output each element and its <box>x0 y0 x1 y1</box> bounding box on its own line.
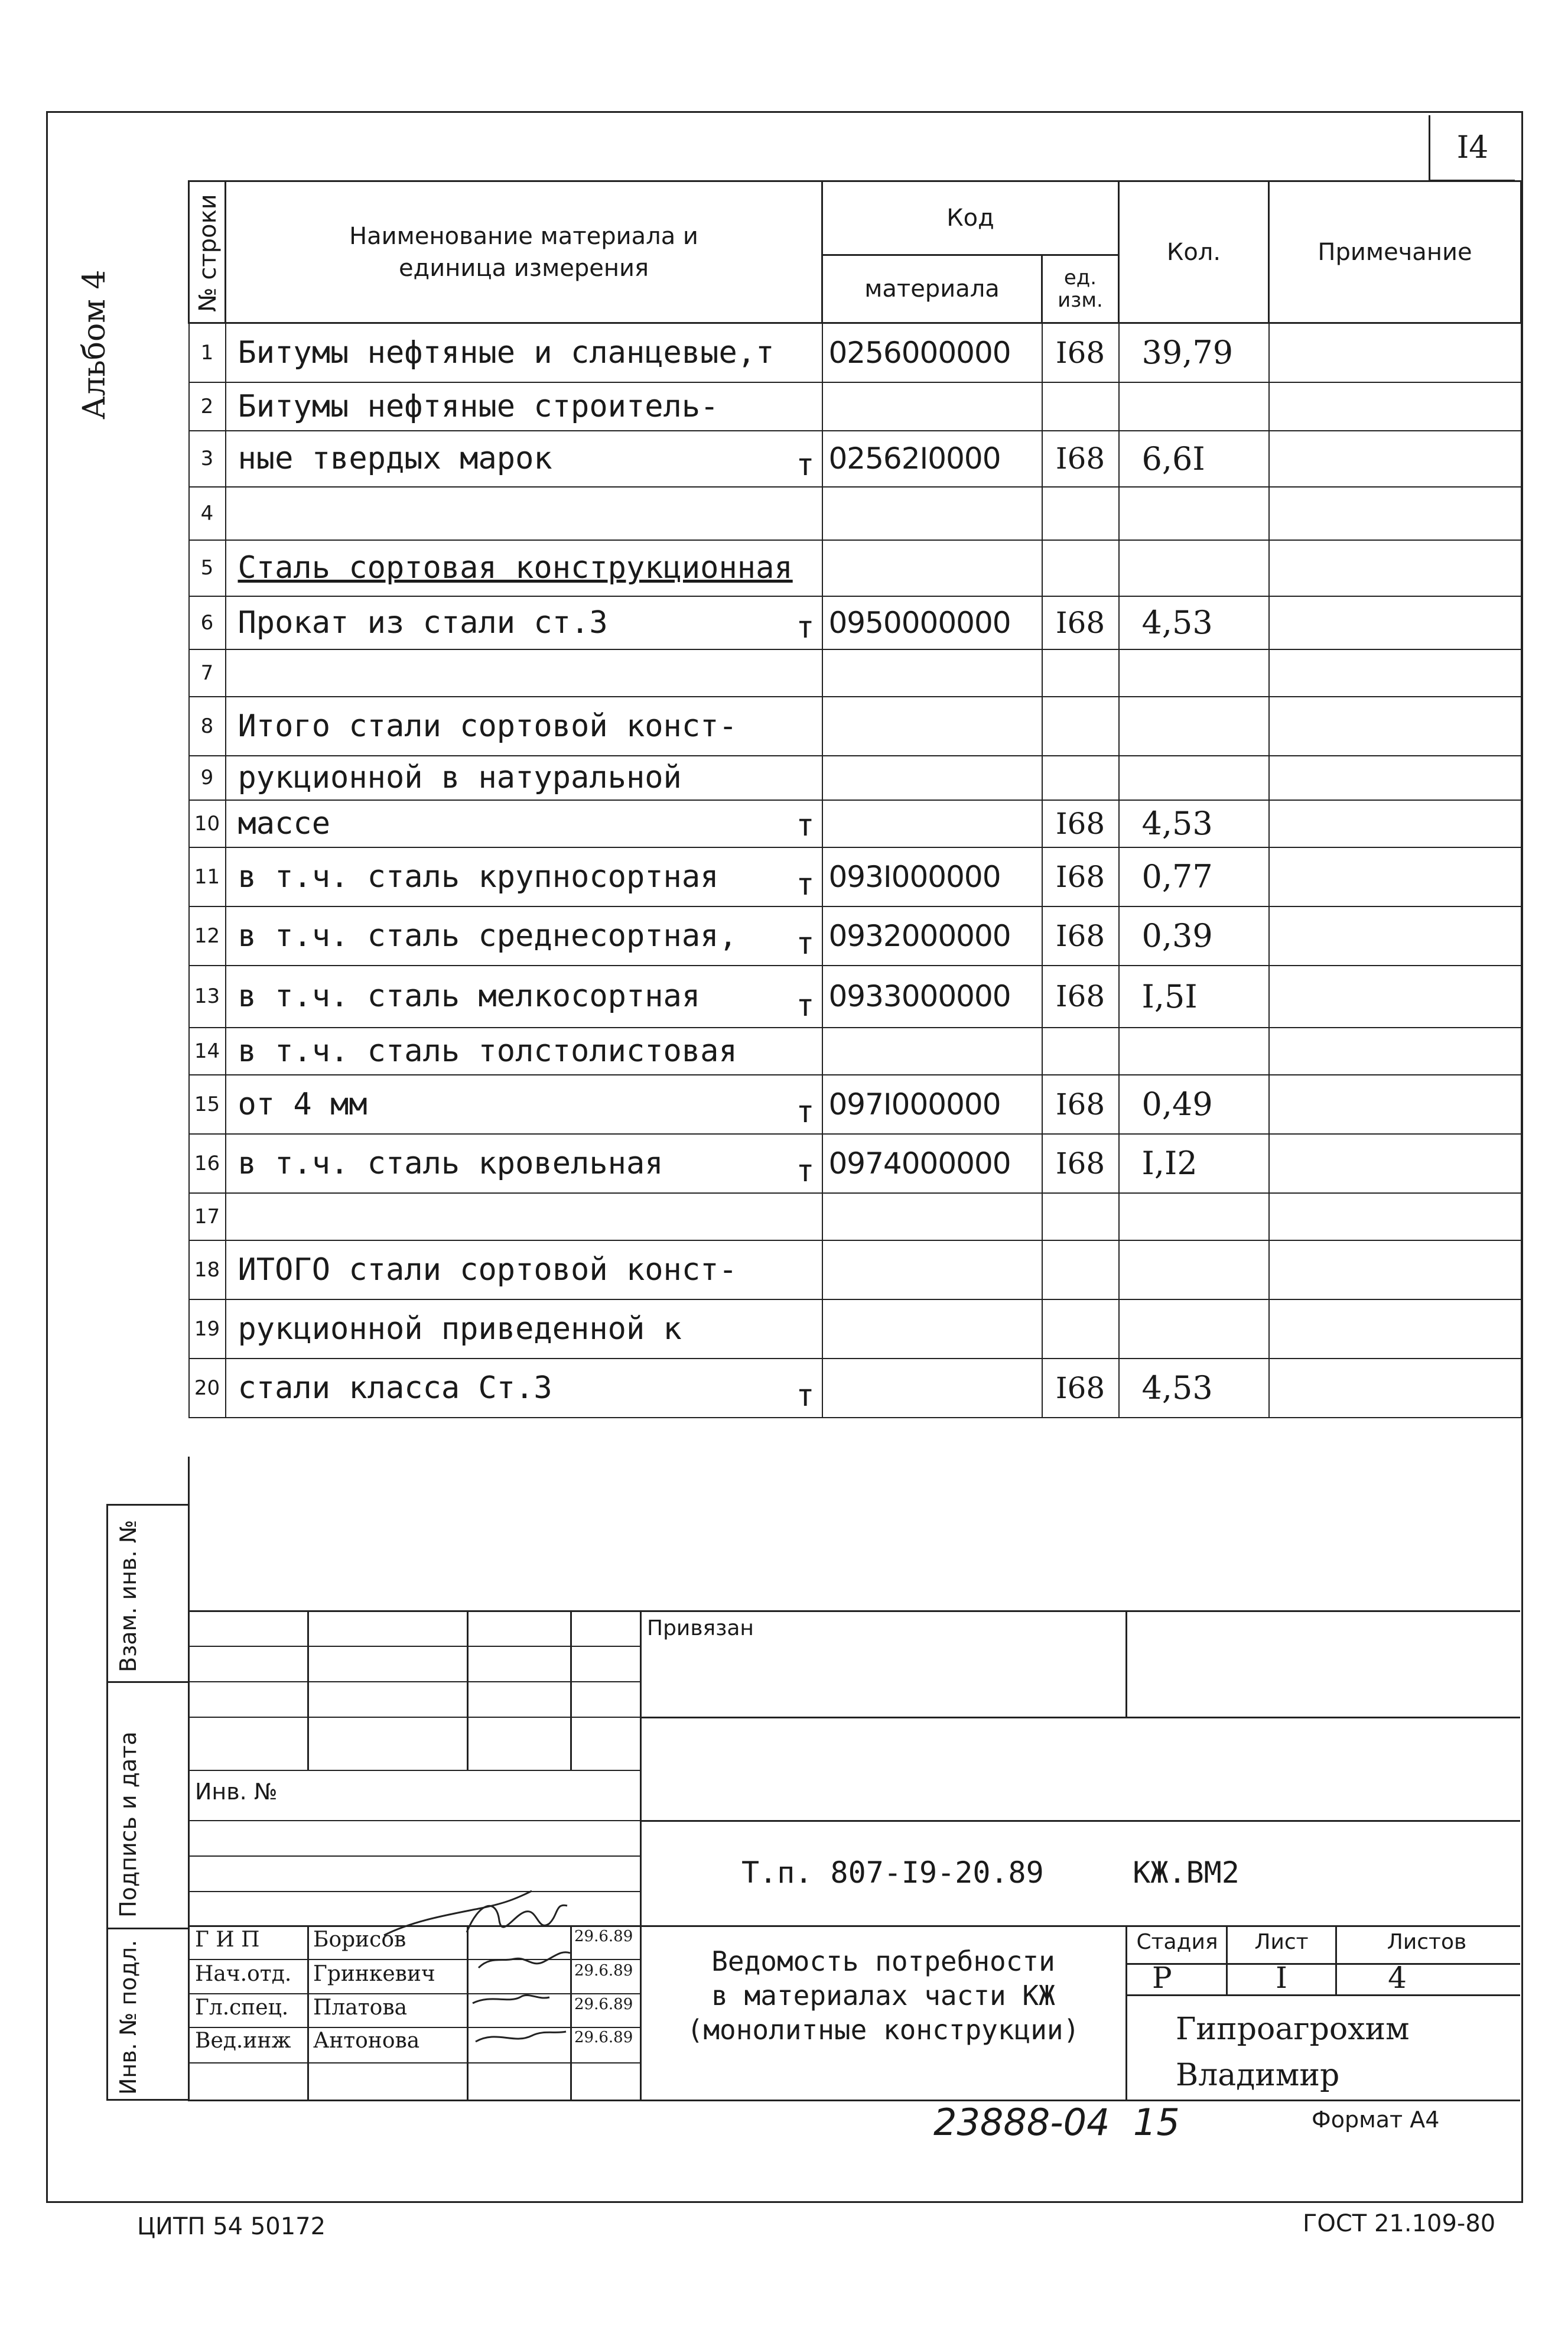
material-unit: т <box>796 866 815 902</box>
sheet-value: I <box>1276 1961 1287 1995</box>
title-line3: (монолитные конструкции) <box>687 2014 1080 2046</box>
album-label: Альбом 4 <box>77 269 112 420</box>
material-unit: т <box>796 1094 815 1130</box>
material-unit: т <box>796 807 815 843</box>
signer-name: Платова <box>313 1996 408 2020</box>
organization <box>1176 2006 1410 2098</box>
material-code <box>822 1193 1042 1240</box>
unit-code <box>1042 540 1119 596</box>
quantity <box>1119 540 1269 596</box>
material-name-text: рукционной приведенной к <box>238 1311 682 1347</box>
material-name-text: массе <box>238 805 331 841</box>
header-code: Код <box>822 181 1119 255</box>
row-number: 6 <box>189 596 226 649</box>
row-number: 17 <box>189 1193 226 1240</box>
stage-value: Р <box>1152 1961 1172 1995</box>
material-name-text: в т.ч. сталь среднесортная, <box>238 918 737 954</box>
material-name <box>226 1299 822 1359</box>
signer-role: Г И П <box>195 1928 260 1952</box>
quantity: 4,53 <box>1119 596 1269 649</box>
header-note: Примечание <box>1269 181 1521 323</box>
material-name <box>226 1075 822 1134</box>
material-name <box>226 1193 822 1240</box>
grid-vline-b1 <box>467 1610 469 1770</box>
table-row <box>189 756 1521 800</box>
material-name-text: Битумы нефтяные и сланцевые,т <box>238 334 775 371</box>
material-code <box>822 649 1042 697</box>
note <box>1269 1299 1521 1359</box>
row-number: 20 <box>189 1359 226 1418</box>
material-name <box>226 487 822 540</box>
row-number: 8 <box>189 697 226 756</box>
material-name <box>226 800 822 847</box>
material-name-text: стали класса Ст.3 <box>238 1370 552 1406</box>
quantity: 0,77 <box>1119 847 1269 906</box>
material-name-text: Итого стали сортовой конст- <box>238 708 737 744</box>
unit-code <box>1042 1193 1119 1240</box>
note <box>1269 847 1521 906</box>
note <box>1269 382 1521 431</box>
table-row <box>189 431 1521 487</box>
quantity: 0,39 <box>1119 906 1269 966</box>
grid-hline-3 <box>188 1717 640 1718</box>
signer-name: Антонова <box>313 2029 420 2053</box>
table-row <box>189 1240 1521 1299</box>
note <box>1269 540 1521 596</box>
material-code: 0974000000 <box>822 1134 1042 1193</box>
note <box>1269 1240 1521 1299</box>
material-code <box>822 487 1042 540</box>
unit-code: I68 <box>1042 847 1119 906</box>
signer-date: 29.6.89 <box>574 1928 633 1945</box>
row-number: 18 <box>189 1240 226 1299</box>
signer-date: 29.6.89 <box>574 1996 633 2013</box>
table-row <box>189 1028 1521 1075</box>
note <box>1269 756 1521 800</box>
grid-hline-1 <box>188 1646 640 1647</box>
header-name-line1: Наименование материала и <box>349 222 698 250</box>
signer-date: 29.6.89 <box>574 1962 633 1980</box>
material-name <box>226 966 822 1028</box>
unit-code: I68 <box>1042 1134 1119 1193</box>
grid-hline-4 <box>188 1770 640 1771</box>
material-name-text: Битумы нефтяные строитель- <box>238 388 719 424</box>
side-strip-top <box>106 1504 189 1506</box>
table-row <box>189 487 1521 540</box>
unit-code <box>1042 649 1119 697</box>
material-name-text: Сталь сортовая конструкционная <box>238 550 793 586</box>
side-label-podpis: Подпись и дата <box>115 1731 141 1918</box>
table-row <box>189 596 1521 649</box>
stamp-privyazan-vline <box>1125 1610 1127 1717</box>
material-code <box>822 697 1042 756</box>
sheets-value: 4 <box>1388 1961 1407 1995</box>
unit-code <box>1042 1240 1119 1299</box>
material-unit: т <box>796 1153 815 1189</box>
header-row-no <box>189 181 226 323</box>
row-number: 14 <box>189 1028 226 1075</box>
grid-vline-c1 <box>570 1610 572 1770</box>
quantity <box>1119 1028 1269 1075</box>
header-code-material: материала <box>822 255 1042 323</box>
material-name <box>226 847 822 906</box>
table-row <box>189 906 1521 966</box>
material-code <box>822 1299 1042 1359</box>
footer-right: ГОСТ 21.109-80 <box>1303 2210 1496 2237</box>
grid-hline-2 <box>188 1681 640 1682</box>
side-label-vzam: Взам. инв. № <box>115 1519 141 1672</box>
archive-number: 23888-04 15 <box>933 2101 1180 2144</box>
material-name-text: в т.ч. сталь кровельная <box>238 1145 663 1181</box>
table-row <box>189 1299 1521 1359</box>
quantity: 4,53 <box>1119 1359 1269 1418</box>
material-code <box>822 800 1042 847</box>
table-row <box>189 1359 1521 1418</box>
material-code: 02562I0000 <box>822 431 1042 487</box>
quantity: I,I2 <box>1119 1134 1269 1193</box>
signatures-drawing <box>378 1879 579 2086</box>
material-name <box>226 1134 822 1193</box>
grid-hline-6 <box>188 1855 640 1857</box>
material-name <box>226 1359 822 1418</box>
material-unit: т <box>796 1377 815 1413</box>
material-name-text: от 4 мм <box>238 1086 367 1122</box>
signer-role: Гл.спец. <box>195 1996 289 2020</box>
note <box>1269 1134 1521 1193</box>
table-row <box>189 966 1521 1028</box>
quantity <box>1119 1193 1269 1240</box>
row-number: 11 <box>189 847 226 906</box>
material-name-text: в т.ч. сталь толстолистовая <box>238 1033 737 1069</box>
unit-code: I68 <box>1042 1359 1119 1418</box>
note <box>1269 431 1521 487</box>
stamp-sheet-vline1 <box>1226 1925 1228 1994</box>
material-name <box>226 756 822 800</box>
stamp-mid-vline <box>640 1610 642 2101</box>
note <box>1269 1193 1521 1240</box>
material-name-text: в т.ч. сталь крупносортная <box>238 859 719 895</box>
designation: Т.п. 807-I9-20.89 КЖ.ВМ2 <box>741 1855 1240 1890</box>
stamp-bottom-line <box>188 2100 1520 2101</box>
row-number: 2 <box>189 382 226 431</box>
unit-code <box>1042 382 1119 431</box>
side-strip-left <box>106 1504 108 2101</box>
sheets-label: Листов <box>1387 1930 1467 1954</box>
material-name <box>226 1240 822 1299</box>
org-line2: Владимир <box>1176 2058 1340 2093</box>
material-name <box>226 431 822 487</box>
unit-code: I68 <box>1042 966 1119 1028</box>
table-row <box>189 800 1521 847</box>
table-row <box>189 649 1521 697</box>
note <box>1269 487 1521 540</box>
unit-code <box>1042 756 1119 800</box>
header-name <box>226 181 822 323</box>
stamp-line-3 <box>640 1820 1520 1822</box>
table-row <box>189 697 1521 756</box>
material-name-text: ИТОГО стали сортовой конст- <box>238 1252 737 1288</box>
material-code: 0932000000 <box>822 906 1042 966</box>
table-row <box>189 1193 1521 1240</box>
row-number: 9 <box>189 756 226 800</box>
title-line1: Ведомость потребности <box>711 1945 1055 1977</box>
row-number: 16 <box>189 1134 226 1193</box>
stamp-sheet-vline2 <box>1335 1925 1337 1994</box>
material-name <box>226 596 822 649</box>
note <box>1269 1028 1521 1075</box>
material-code <box>822 756 1042 800</box>
format-label: Формат А4 <box>1312 2107 1440 2133</box>
note <box>1269 906 1521 966</box>
quantity: 4,53 <box>1119 800 1269 847</box>
unit-code <box>1042 1028 1119 1075</box>
material-code <box>822 1359 1042 1418</box>
quantity: 39,79 <box>1119 323 1269 382</box>
row-number: 10 <box>189 800 226 847</box>
quantity <box>1119 382 1269 431</box>
material-code <box>822 1028 1042 1075</box>
table-row <box>189 1075 1521 1134</box>
material-name <box>226 1028 822 1075</box>
quantity <box>1119 697 1269 756</box>
stamp-line-2 <box>640 1717 1520 1718</box>
note <box>1269 323 1521 382</box>
quantity <box>1119 1299 1269 1359</box>
signer-date: 29.6.89 <box>574 2029 633 2046</box>
header-name-line2: единица измерения <box>398 254 649 282</box>
grid-vline-a2 <box>307 1925 309 2100</box>
quantity <box>1119 487 1269 540</box>
unit-code: I68 <box>1042 1075 1119 1134</box>
document-title <box>650 1944 1117 2047</box>
material-name-text: рукционной в натуральной <box>238 760 682 795</box>
stage-label: Стадия <box>1136 1930 1218 1954</box>
material-code <box>822 540 1042 596</box>
note <box>1269 596 1521 649</box>
note <box>1269 1359 1521 1418</box>
material-name <box>226 323 822 382</box>
table-row <box>189 323 1521 382</box>
quantity: 0,49 <box>1119 1075 1269 1134</box>
grid-vline-a1 <box>307 1610 309 1770</box>
material-unit: т <box>796 987 815 1023</box>
quantity <box>1119 756 1269 800</box>
table-row <box>189 540 1521 596</box>
note <box>1269 1075 1521 1134</box>
header-code-unit: ед. изм. <box>1042 255 1119 323</box>
table-row <box>189 847 1521 906</box>
privyazan-label: Привязан <box>647 1616 754 1640</box>
material-name <box>226 540 822 596</box>
unit-code: I68 <box>1042 906 1119 966</box>
materials-table <box>188 180 1522 1418</box>
material-name <box>226 697 822 756</box>
stamp-top-line <box>188 1610 1520 1612</box>
unit-code <box>1042 487 1119 540</box>
header-row-no-label: № строки <box>194 194 222 312</box>
row-number: 5 <box>189 540 226 596</box>
row-number: 12 <box>189 906 226 966</box>
material-code <box>822 1240 1042 1299</box>
table-row <box>189 1134 1521 1193</box>
quantity <box>1119 649 1269 697</box>
row-number: 1 <box>189 323 226 382</box>
signer-name: Гринкевич <box>313 1962 435 1986</box>
title-line2: в материалах части КЖ <box>711 1980 1055 2011</box>
material-code: 0933000000 <box>822 966 1042 1028</box>
material-unit: т <box>796 925 815 961</box>
row-number: 4 <box>189 487 226 540</box>
sheet-label: Лист <box>1254 1930 1309 1954</box>
material-code: 097I000000 <box>822 1075 1042 1134</box>
material-unit: т <box>796 609 815 645</box>
unit-code: I68 <box>1042 800 1119 847</box>
table-row <box>189 382 1521 431</box>
footer-left: ЦИТП 54 50172 <box>137 2213 326 2240</box>
stamp-stage-vline <box>1125 1925 1127 2100</box>
row-number: 7 <box>189 649 226 697</box>
unit-code: I68 <box>1042 596 1119 649</box>
quantity <box>1119 1240 1269 1299</box>
material-code <box>822 382 1042 431</box>
side-strip-bottom <box>106 2099 189 2101</box>
note <box>1269 800 1521 847</box>
row-number: 19 <box>189 1299 226 1359</box>
material-name <box>226 906 822 966</box>
material-name-text: Прокат из стали ст.3 <box>238 605 608 641</box>
quantity: 6,6I <box>1119 431 1269 487</box>
material-name <box>226 382 822 431</box>
grid-hline-5 <box>188 1820 640 1821</box>
material-code: 093I000000 <box>822 847 1042 906</box>
side-label-inv: Инв. № подл. <box>115 1939 141 2095</box>
signer-role: Нач.отд. <box>195 1962 292 1986</box>
unit-code: I68 <box>1042 323 1119 382</box>
note <box>1269 649 1521 697</box>
note <box>1269 697 1521 756</box>
row-number: 15 <box>189 1075 226 1134</box>
material-code: 0950000000 <box>822 596 1042 649</box>
note <box>1269 966 1521 1028</box>
unit-code <box>1042 697 1119 756</box>
signer-name: Борисов <box>313 1928 406 1952</box>
material-unit: т <box>796 447 815 483</box>
stamp-line-4 <box>640 1925 1520 1927</box>
signer-role: Вед.инж <box>195 2029 291 2053</box>
row-number: 3 <box>189 431 226 487</box>
stamp-left-border <box>188 1457 190 2101</box>
header-qty: Кол. <box>1119 181 1269 323</box>
material-name-text: в т.ч. сталь мелкосортная <box>238 979 701 1014</box>
side-strip-sep1 <box>106 1681 189 1683</box>
material-code: 0256000000 <box>822 323 1042 382</box>
unit-code <box>1042 1299 1119 1359</box>
sheet-number: I4 <box>1429 115 1515 181</box>
unit-code: I68 <box>1042 431 1119 487</box>
org-line1: Гипроагрохим <box>1176 2011 1410 2047</box>
inv-no-label: Инв. № <box>195 1779 278 1805</box>
quantity: I,5I <box>1119 966 1269 1028</box>
material-name-text: ные твердых марок <box>238 441 552 476</box>
material-name <box>226 649 822 697</box>
side-strip-sep2 <box>106 1928 189 1929</box>
row-number: 13 <box>189 966 226 1028</box>
